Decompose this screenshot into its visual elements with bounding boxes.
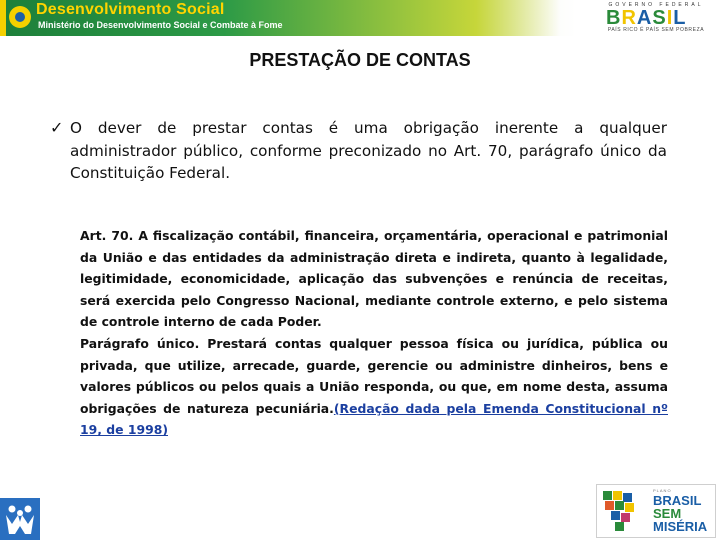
brazil-map-icon — [601, 489, 641, 533]
header-banner — [0, 0, 720, 36]
page-title: PRESTAÇÃO DE CONTAS — [249, 50, 471, 70]
brasil-letter: R — [621, 7, 637, 29]
gov-top-label: GOVERNO FEDERAL — [608, 2, 704, 8]
brasil-letter: I — [666, 7, 674, 29]
brasil-letter: S — [652, 7, 667, 29]
gov-slogan: PAÍS RICO É PAÍS SEM POBREZA — [607, 27, 705, 33]
brasil-letter: A — [636, 7, 653, 29]
program-small-label: PLANO — [653, 488, 672, 493]
program-line-3: MISÉRIA — [653, 519, 708, 534]
brasil-sem-miseria-logo — [596, 484, 716, 538]
program-line-1: BRASIL — [653, 493, 702, 508]
brasil-letter: L — [673, 7, 687, 29]
article-quote — [80, 225, 668, 441]
program-line-2: SEM — [653, 506, 682, 521]
ministry-subtitle: Ministério do Desenvolvimento Social e Combate à Fome — [38, 20, 283, 30]
ministry-logo-icon — [9, 6, 31, 28]
check-icon: ✓ — [50, 118, 64, 137]
people-icon — [0, 498, 40, 540]
article-paragraph-2 — [80, 333, 668, 441]
article-paragraph-2-text: Parágrafo único. Prestará contas qualquer pessoa física ou jurídica, pública ou privada, que utilize, arrecade, guarde, gerencie ou administre dinheiros, bens e valores públicos ou pelos quais a União responda, ou que, em nome desta, assuma obrigações de natureza pecuniária. — [80, 335, 668, 416]
amendment-link[interactable]: (Redação dada pela Emenda Constitucional nº 19, de 1998) — [80, 400, 668, 438]
ministry-band — [0, 0, 560, 36]
article-paragraph-1: Art. 70. A fiscalização contábil, financeira, orçamentária, operacional e patrimonial da União e das entidades da administração direta e indireta, quanto à legalidade, legitimidade, economicidade, aplicação das subvenções e renúncia de receitas, será exercida pelo Congresso Nacional, mediante controle externo, e pelo sistema de controle interno de cada Poder. — [80, 228, 668, 330]
bullet-text: O dever de prestar contas é uma obrigação inerente a qualquer administrador público, conforme preconizado no Art. 70, parágrafo único da Constituição Federal. — [70, 119, 667, 182]
ministry-title: Desenvolvimento Social — [36, 1, 225, 18]
flag-stripe — [0, 0, 6, 36]
governo-federal-logo — [600, 2, 712, 34]
brasil-letter: B — [606, 7, 622, 29]
